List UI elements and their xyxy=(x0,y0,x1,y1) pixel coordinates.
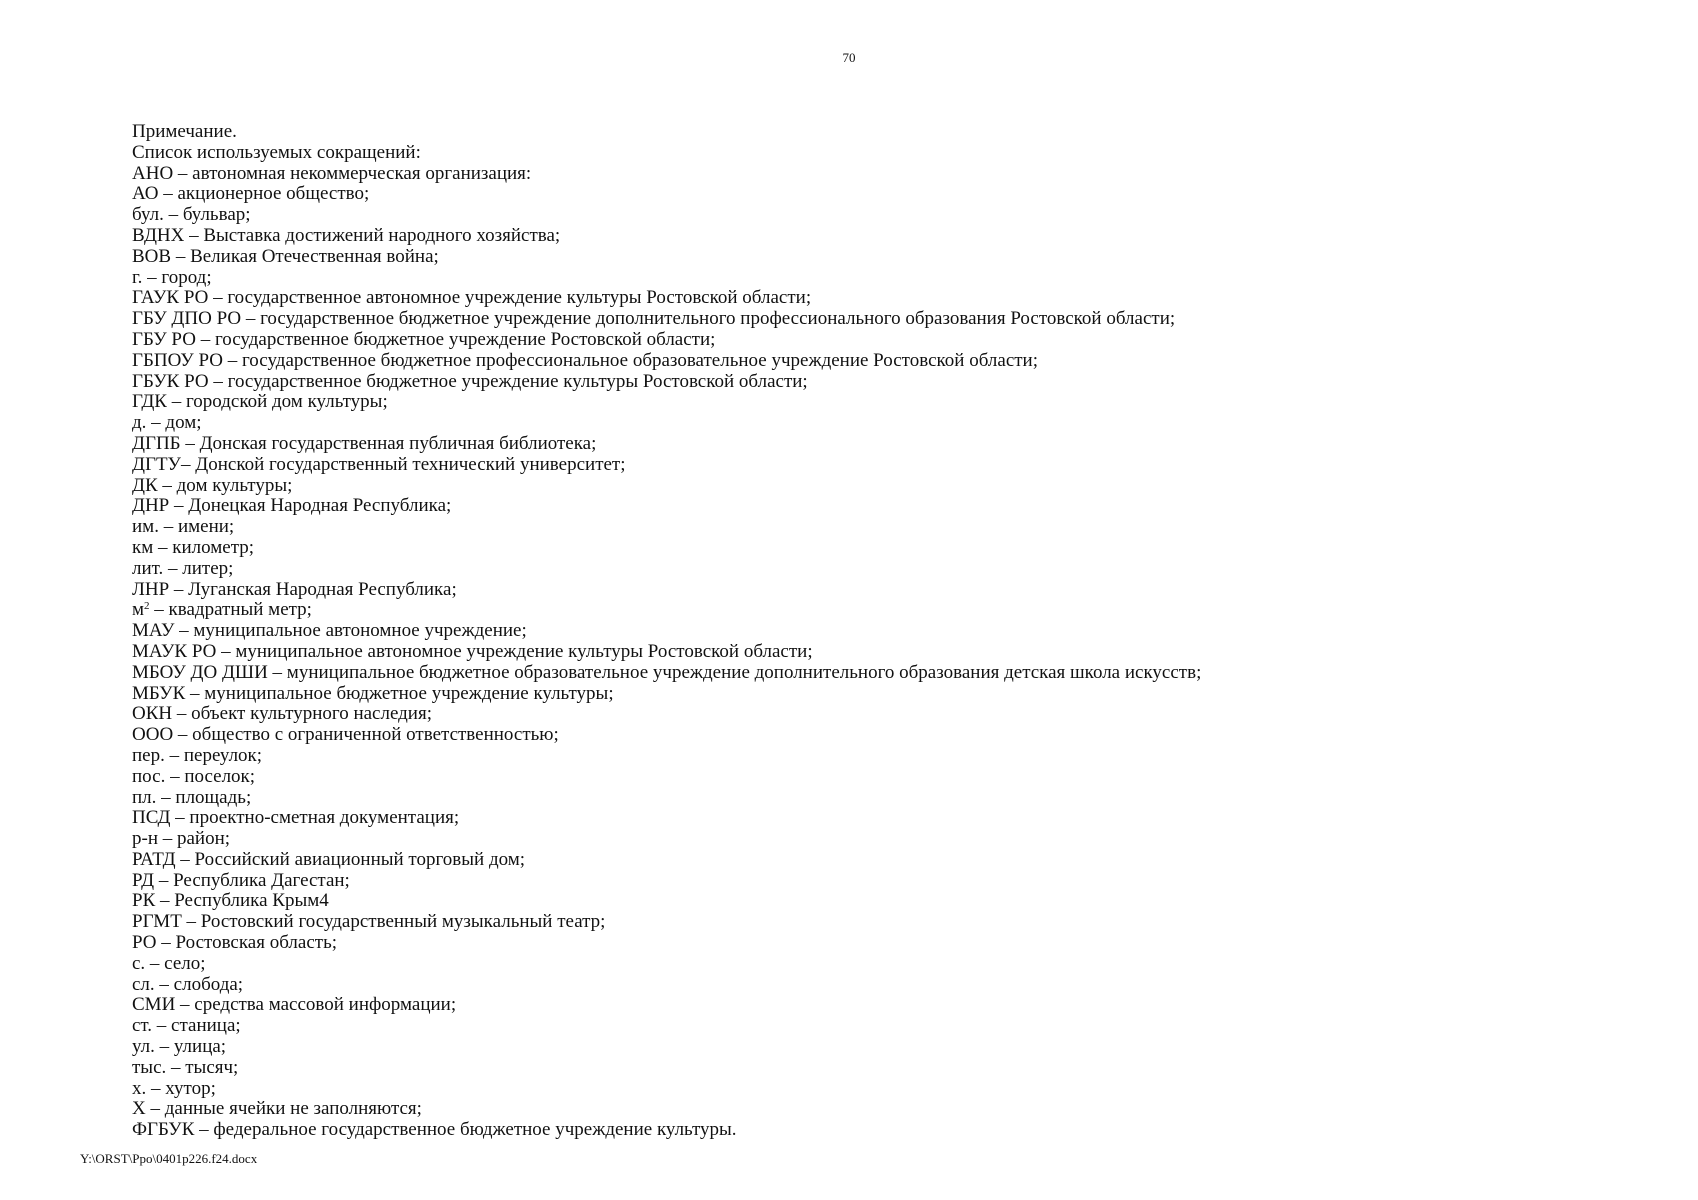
list-item: ГБПОУ РО – государственное бюджетное профессиональное образовательное учреждение Ростовской области; xyxy=(132,349,1039,371)
list-item: лит. – литер; xyxy=(132,557,234,579)
list-item: бул. – бульвар; xyxy=(132,204,251,226)
list-item: пл. – площадь; xyxy=(132,786,252,808)
list-item: ГАУК РО – государственное автономное учреждение культуры Ростовской области; xyxy=(132,287,812,309)
list-item: ВДНХ – Выставка достижений народного хозяйства; xyxy=(132,224,561,246)
list-item: ДНР – Донецкая Народная Республика; xyxy=(132,495,452,517)
list-item: СМИ – средства массовой информации; xyxy=(132,994,457,1016)
abbreviations-note xyxy=(132,122,1582,1141)
list-item: МАУК РО – муниципальное автономное учреждение культуры Ростовской области; xyxy=(132,640,813,662)
list-item: ГДК – городской дом культуры; xyxy=(132,391,388,413)
list-item: ДГТУ– Донской государственный технический университет; xyxy=(132,453,626,475)
list-item: РГМТ – Ростовский государственный музыкальный театр; xyxy=(132,911,606,933)
list-item: ДК – дом культуры; xyxy=(132,474,293,496)
note-heading: Примечание. xyxy=(132,121,237,142)
sq-meter-definition: – квадратный метр; xyxy=(149,599,312,621)
sq-meter-superscript: 2 xyxy=(144,600,150,613)
list-item: МАУ – муниципальное автономное учреждение; xyxy=(132,620,527,642)
list-item: им. – имени; xyxy=(132,516,235,538)
list-item: р-н – район; xyxy=(132,828,231,850)
list-item: РАТД – Российский авиационный торговый дом; xyxy=(132,848,526,870)
list-item: ВОВ – Великая Отечественная война; xyxy=(132,245,439,267)
list-item: г. – город; xyxy=(132,266,212,288)
list-item: ГБУК РО – государственное бюджетное учреждение культуры Ростовской области; xyxy=(132,370,808,392)
list-item-square-meter xyxy=(132,600,1582,621)
list-item: МБОУ ДО ДШИ – муниципальное бюджетное образовательное учреждение дополнительного образования детская школа искусств; xyxy=(132,661,1202,683)
list-item: ул. – улица; xyxy=(132,1036,227,1058)
list-item: ООО – общество с ограниченной ответственностью; xyxy=(132,724,559,746)
list-item: РО – Ростовская область; xyxy=(132,932,338,954)
list-item: сл. – слобода; xyxy=(132,973,244,995)
list-item: ЛНР – Луганская Народная Республика; xyxy=(132,578,457,600)
footer-file-path: Y:\ORST\Ppo\0401p226.f24.docx xyxy=(80,1151,258,1166)
list-item: пос. – поселок; xyxy=(132,765,256,787)
list-item: МБУК – муниципальное бюджетное учреждение культуры; xyxy=(132,682,614,704)
list-item: д. – дом; xyxy=(132,412,202,434)
list-item: ФГБУК – федеральное государственное бюджетное учреждение культуры. xyxy=(132,1119,737,1141)
list-item: тыс. – тысяч; xyxy=(132,1056,239,1078)
sq-meter-base: м xyxy=(132,599,145,621)
list-item: пер. – переулок; xyxy=(132,744,263,766)
abbreviations-list-part2 xyxy=(132,621,1582,1141)
list-item: ГБУ РО – государственное бюджетное учреждение Ростовской области; xyxy=(132,328,716,350)
list-item: РД – Республика Дагестан; xyxy=(132,869,350,891)
list-item: ДГПБ – Донская государственная публичная библиотека; xyxy=(132,432,597,454)
list-item: АО – акционерное общество; xyxy=(132,183,370,205)
list-item: ГБУ ДПО РО – государственное бюджетное учреждение дополнительного профессионального образования Ростовской области; xyxy=(132,308,1176,330)
list-item: км – километр; xyxy=(132,536,255,558)
list-item: ст. – станица; xyxy=(132,1015,241,1037)
list-item: АНО – автономная некоммерческая организация: xyxy=(132,162,532,184)
list-item: Х – данные ячейки не заполняются; xyxy=(132,1098,422,1120)
list-item: ПСД – проектно-сметная документация; xyxy=(132,807,460,829)
list-item: с. – село; xyxy=(132,952,206,974)
page-number: 70 xyxy=(842,50,856,65)
list-item: РК – Республика Крым4 xyxy=(132,890,329,912)
list-item: х. – хутор; xyxy=(132,1077,216,1099)
abbreviations-list-part1 xyxy=(132,164,1582,601)
note-subheading: Список используемых сокращений: xyxy=(132,141,421,163)
list-item: ОКН – объект культурного наследия; xyxy=(132,703,432,725)
